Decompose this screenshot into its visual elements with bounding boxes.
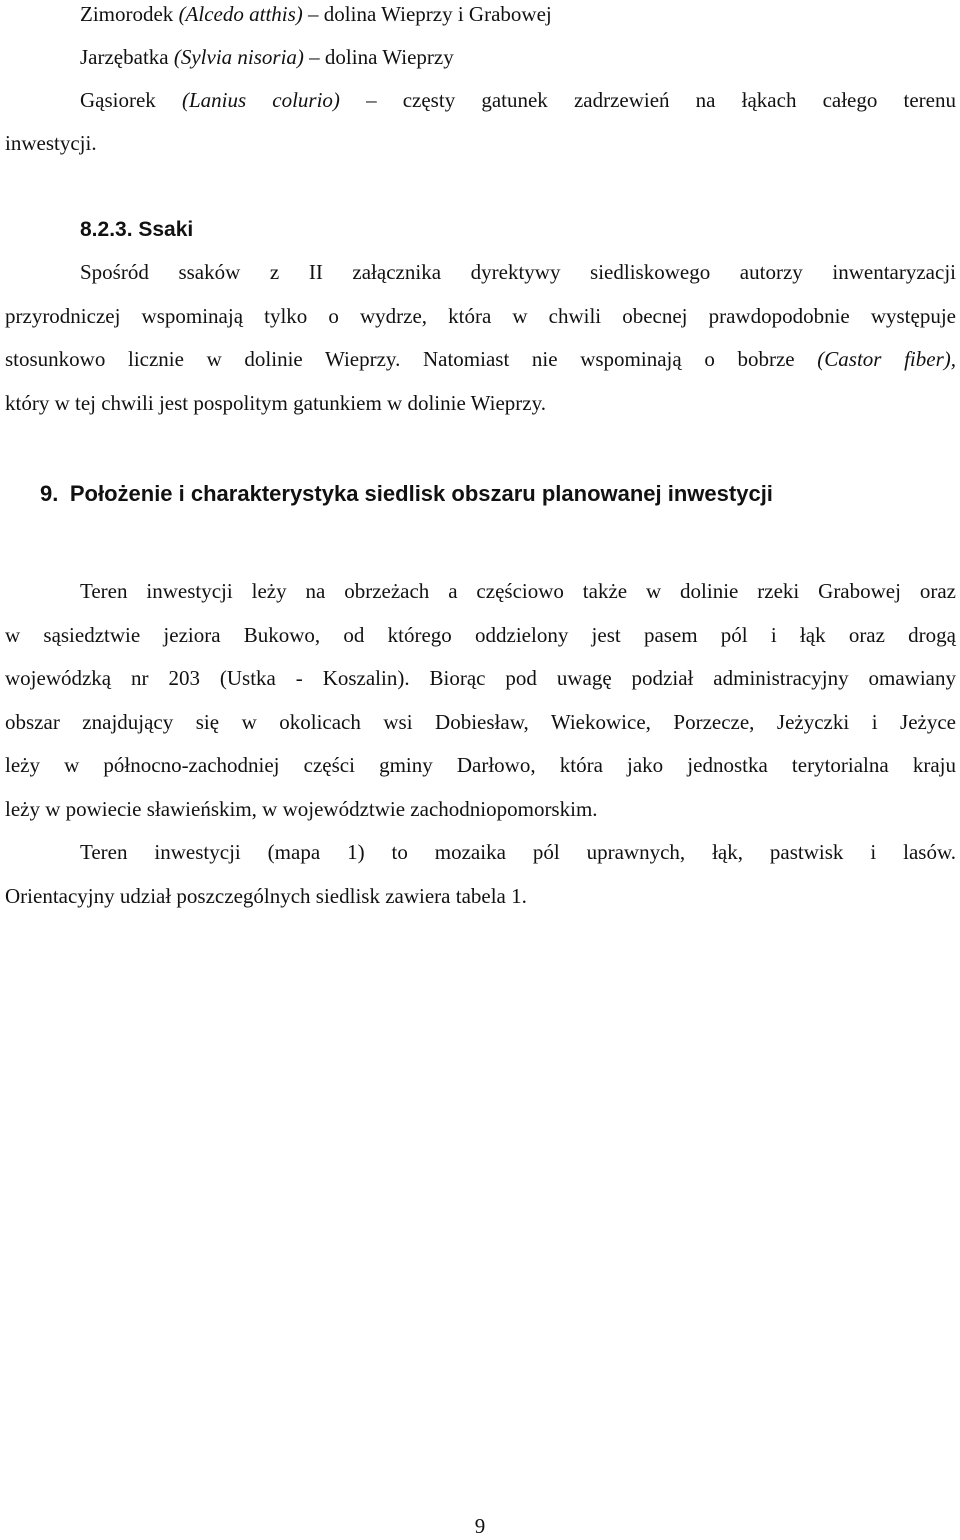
species-name: Gąsiorek <box>80 88 156 112</box>
paragraph-line: który w tej chwili jest pospolitym gatunkiem w dolinie Wieprzy. <box>5 391 546 415</box>
paragraph-line: przyrodniczej wspominają tylko o wydrze, która w chwili obecnej prawdopodobnie występuje <box>5 304 956 328</box>
section-heading-823 <box>80 215 193 244</box>
paragraph-line: Orientacyjny udział poszczególnych siedlisk zawiera tabela 1. <box>5 884 527 908</box>
species-line-1 <box>80 0 552 28</box>
paragraph-line: leży w północno-zachodniej części gminy Darłowo, która jako jednostka terytorialna kraju <box>5 753 956 777</box>
paragraph-line <box>5 345 956 373</box>
paragraph-line: Teren inwestycji leży na obrzeżach a częściowo także w dolinie rzeki Grabowej oraz <box>80 579 956 603</box>
species-latin: (Lanius colurio) <box>181 88 340 112</box>
species-line-3 <box>80 86 956 114</box>
paragraph-line: Spośród ssaków z II załącznika dyrektywy siedliskowego autorzy inwentaryzacji <box>80 260 956 284</box>
paragraph-line: w sąsiedztwie jeziora Bukowo, od którego oddzielony jest pasem pól i łąk oraz drogą <box>5 623 956 647</box>
paragraph-line: leży w powiecie sławieńskim, w województwie zachodniopomorskim. <box>5 797 598 821</box>
section-title: Położenie i charakterystyka siedlisk obszaru planowanej inwestycji <box>69 481 773 506</box>
species-line-2 <box>80 43 454 71</box>
species-name: Zimorodek <box>80 2 174 26</box>
species-name: Jarzębatka <box>80 45 169 69</box>
section-heading-text: 8.2.3. Ssaki <box>80 218 194 241</box>
species-latin: (Sylvia nisoria) <box>173 45 304 69</box>
paragraph-line: wojewódzką nr 203 (Ustka - Koszalin). Biorąc pod uwagę podział administracyjny omawiany <box>5 666 956 690</box>
latin-name: (Castor fiber), <box>817 347 956 371</box>
species-latin: (Alcedo atthis) <box>178 2 303 26</box>
section-number: 9. <box>40 481 59 506</box>
species-place: – częsty gatunek zadrzewień na łąkach całego terenu <box>366 88 956 112</box>
species-line-3-continuation: inwestycji. <box>5 131 97 155</box>
paragraph-line: Teren inwestycji (mapa 1) to mozaika pól uprawnych, łąk, pastwisk i lasów. <box>80 840 956 864</box>
section-heading-9 <box>40 480 773 508</box>
paragraph-text: stosunkowo licznie w dolinie Wieprzy. Natomiast nie wspominają o bobrze <box>5 347 795 371</box>
page-number: 9 <box>474 1514 486 1538</box>
species-place: – dolina Wieprzy <box>309 45 454 69</box>
species-place: – dolina Wieprzy i Grabowej <box>308 2 552 26</box>
paragraph-line: obszar znajdujący się w okolicach wsi Dobiesław, Wiekowice, Porzecze, Jeżyczki i Jeżyce <box>5 710 956 734</box>
